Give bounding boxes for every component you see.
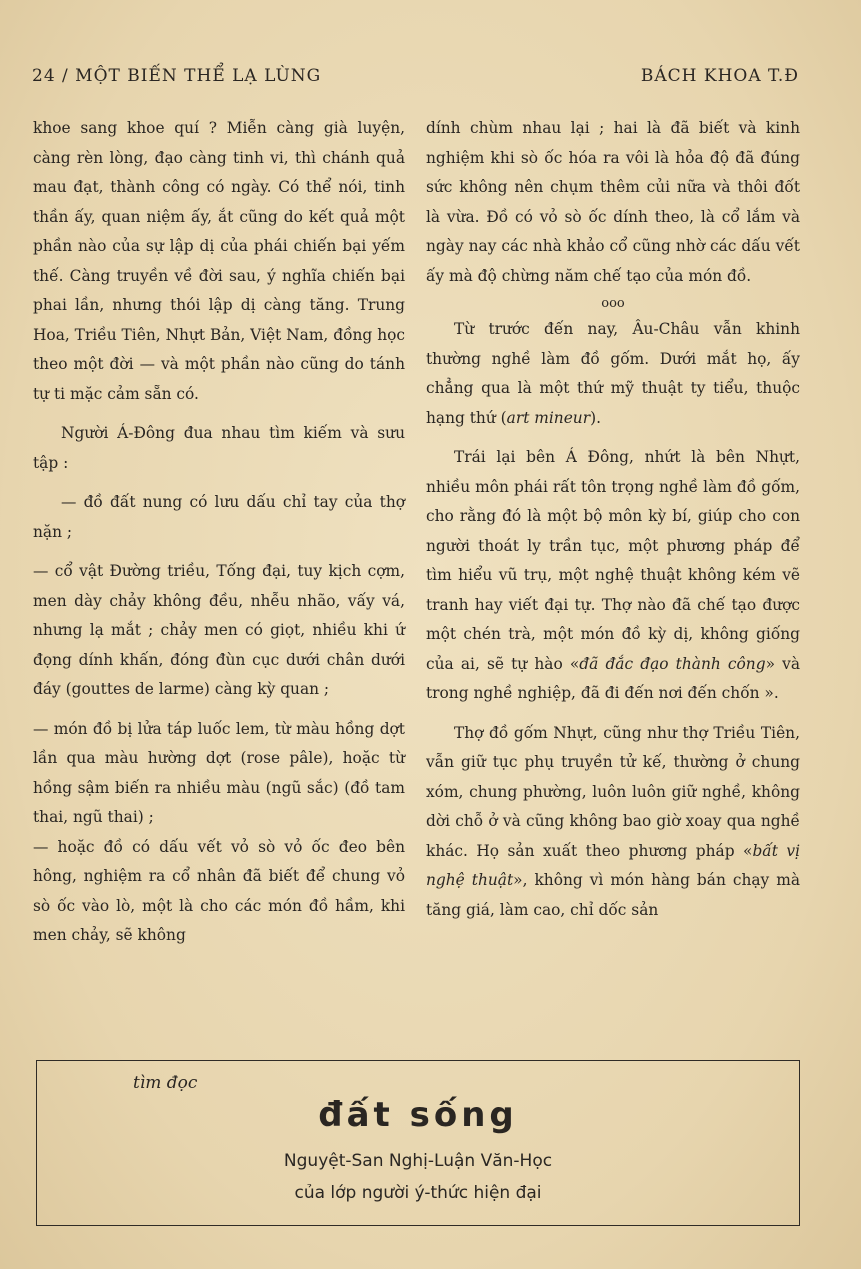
advertisement-box	[36, 1060, 800, 1226]
right-column	[426, 114, 800, 925]
italic-term: bất vị nghệ thuật	[426, 841, 800, 889]
ad-intro: tìm đọc	[133, 1073, 198, 1093]
paragraph: khoe sang khoe quí ? Miễn càng già luyện, càng rèn lòng, đạo càng tinh vi, thì chánh quả mau đạt, thành công có ngày. Có thể nói, tinh thần ấy, quan niệm ấy, ắt cũng do kết quả một phần nào của sự lập dị của phái chiến bại yếm thế. Càng truyền về đời sau, ý nghĩa chiến bại phai lần, nhưng thói lập dị càng tăng. Trung Hoa, Triều Tiên, Nhựt Bản, Việt Nam, đồng học theo một đời — và một phần nào cũng do tánh tự ti mặc cảm sẵn có.	[33, 119, 405, 403]
ad-tagline: của lớp người ý-thức hiện đại	[294, 1183, 542, 1203]
list-item: — hoặc đồ có dấu vết vỏ sò vỏ ốc đeo bên hông, nghiệm ra cổ nhân đã biết để chung vỏ sò ốc vào lò, một là cho các món đồ hầm, khi men chảy, sẽ không	[33, 837, 405, 944]
list-item: — món đồ bị lửa táp luốc lem, từ màu hồng dợt lần qua màu hường dợt (rose pâle), hoặc từ hồng sậm biến ra nhiều màu (ngũ sắc) (đồ tam thai, ngũ thai) ;	[33, 719, 405, 826]
italic-quote: đã đắc đạo thành công	[579, 654, 766, 673]
paragraph: Thợ đồ gốm Nhựt, cũng như thợ Triều Tiên, vẫn giữ tục phụ truyền tử kế, thường ở chung xóm, chung phường, luôn luôn giữ nghề, không dời chỗ ở và cũng không bao giờ xoay qua nghề khác. Họ sản xuất theo phương pháp «bất vị nghệ thuật», không vì món hàng bán chạy mà tăng giá, làm cao, chỉ dốc sản	[426, 723, 801, 919]
ad-title: đất sống	[318, 1095, 518, 1135]
list-item: — cổ vật Đường triều, Tống đại, tuy kịch cợm, men dày chảy không đều, nhễu nhão, vấy vá, nhưng lạ mắt ; chảy men có giọt, nhiều khi ứ đọng dính khấn, đóng đùn cục dưới chân dưới đáy (gouttes de larme) càng kỳ quan ;	[33, 562, 405, 698]
ad-subtitle: Nguyệt-San Nghị-Luận Văn-Học	[283, 1151, 553, 1171]
italic-term: art mineur	[506, 408, 591, 427]
paragraph: dính chùm nhau lại ; hai là đã biết và kinh nghiệm khi sò ốc hóa ra vôi là hỏa độ đã đúng sức không nên chụm thêm củi nữa và thôi đốt là vừa. Đồ có vỏ sò ốc dính theo, là cổ lắm và ngày nay các nhà khảo cổ cũng nhờ các dấu vết ấy mà độ chừng năm chế tạo của món đồ.	[426, 119, 800, 285]
magazine-name: BÁCH KHOA T.Đ	[640, 66, 799, 86]
page-header	[32, 66, 799, 92]
paragraph: Trái lại bên Á Đông, nhứt là bên Nhựt, nhiều môn phái rất tôn trọng nghề làm đồ gốm, cho rằng đó là một bộ môn kỳ bí, giúp cho con người thoát ly trần tục, một phương pháp để tìm hiểu vũ trụ, một nghệ thuật không kém vẽ tranh hay viết đại tự. Thợ nào đã chế tạo được một chén trà, một món đồ kỳ dị, không giống của ai, sẽ tự hào «đã đắc đạo thành công» và trong nghề nghiệp, đã đi đến nơi đến chốn ».	[426, 448, 800, 702]
paragraph: Từ trước đến nay, Âu-Châu vẫn khinh thường nghề làm đồ gốm. Dưới mắt họ, ấy chẳng qua là một thứ mỹ thuật ty tiểu, thuộc hạng thứ (art mineur).	[426, 320, 800, 427]
running-title: 24 / MỘT BIẾN THỂ LẠ LÙNG	[32, 66, 322, 86]
paragraph: Người Á-Đông đua nhau tìm kiếm và sưu tập :	[33, 424, 405, 472]
list-item: — đồ đất nung có lưu dấu chỉ tay của thợ nặn ;	[33, 493, 405, 541]
section-separator: ooo	[601, 296, 625, 311]
left-column	[33, 114, 405, 951]
